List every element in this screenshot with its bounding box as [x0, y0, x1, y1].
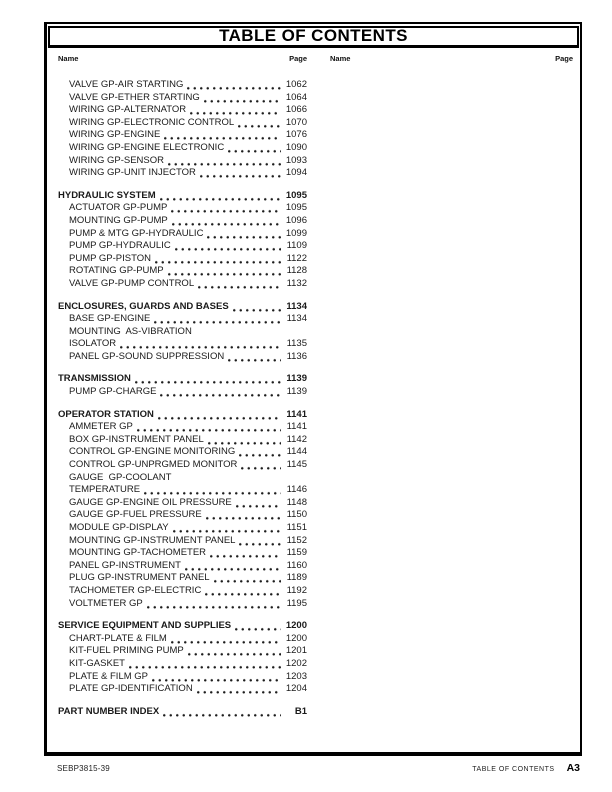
toc-entry-label: HYDRAULIC SYSTEM	[58, 189, 156, 201]
toc-entry-label: BASE GP-ENGINE	[69, 313, 151, 325]
toc-entry-page: 1202	[285, 657, 307, 669]
dot-leader	[194, 326, 304, 339]
toc-entry-label: TEMPERATURE	[69, 484, 141, 496]
toc-entry-page: 1152	[286, 534, 307, 546]
toc-entry-page: 1204	[285, 683, 307, 695]
toc-entry-page: 1122	[286, 252, 307, 264]
toc-row	[58, 671, 307, 684]
toc-row	[58, 547, 307, 560]
toc-entry-page: 1062	[285, 79, 307, 90]
toc-entry-label: WIRING GP-ELECTRONIC CONTROL	[69, 116, 235, 128]
toc-entry-label: KIT-GASKET	[69, 657, 125, 669]
toc-row	[58, 585, 307, 598]
toc-entry-page: 1096	[285, 214, 307, 226]
toc-entry-page: 1136	[286, 350, 307, 362]
toc-entry-page: 1142	[286, 433, 307, 445]
toc-row	[58, 155, 307, 168]
toc-entry-label: PUMP GP-PISTON	[69, 252, 151, 264]
dot-leader	[169, 202, 281, 215]
toc-row	[58, 129, 307, 142]
toc-entry-page: 1132	[286, 277, 307, 289]
dot-leader	[198, 167, 281, 180]
dot-leader	[135, 421, 281, 434]
toc-row	[58, 373, 307, 386]
toc-column-right	[330, 79, 573, 718]
toc-entry-label: VOLTMETER GP	[69, 597, 143, 609]
toc-row	[58, 535, 307, 548]
toc-row	[58, 645, 307, 658]
toc-column-left	[58, 79, 307, 718]
dot-leader	[203, 585, 281, 598]
toc-entry-label: ENCLOSURES, GUARDS AND BASES	[58, 300, 229, 312]
toc-row	[58, 484, 307, 497]
toc-row	[58, 228, 307, 241]
toc-entry-label: SERVICE EQUIPMENT AND SUPPLIES	[58, 620, 232, 632]
dot-leader	[173, 240, 281, 253]
dot-leader	[186, 645, 281, 658]
toc-frame	[44, 22, 582, 756]
toc-row	[58, 633, 307, 646]
toc-entry-page: 1109	[286, 240, 307, 252]
dot-leader	[166, 155, 281, 168]
toc-row	[58, 434, 307, 447]
toc-entry-label: VALVE GP-AIR STARTING	[69, 79, 184, 90]
dot-leader	[156, 409, 281, 422]
toc-entry-label: PUMP GP-HYDRAULIC	[69, 240, 171, 252]
toc-row	[58, 338, 307, 351]
toc-row	[58, 409, 307, 422]
page-title: TABLE OF CONTENTS	[48, 26, 579, 48]
toc-row	[58, 497, 307, 510]
dot-leader	[173, 472, 304, 485]
toc-entry-page: 1134	[286, 313, 307, 325]
column-headers	[47, 48, 580, 63]
dot-leader	[233, 620, 281, 633]
toc-entry-label: ROTATING GP-PUMP	[69, 265, 164, 277]
toc-entry-page: 1141	[286, 421, 307, 433]
toc-entry-label: ACTUATOR GP-PUMP	[69, 202, 168, 214]
toc-row	[58, 142, 307, 155]
toc-entry-label: GAUGE GP-COOLANT	[69, 471, 172, 483]
toc-row	[58, 278, 307, 291]
dot-leader	[150, 671, 281, 684]
toc-entry-page: 1094	[285, 167, 307, 179]
toc-row	[58, 326, 307, 339]
toc-row	[58, 167, 307, 180]
column-header-name-left: Name	[58, 54, 79, 63]
toc-entry-label: WIRING GP-ENGINE	[69, 129, 161, 141]
toc-entry-label: CHART-PLATE & FILM	[69, 632, 167, 644]
toc-section	[58, 620, 307, 696]
toc-entry-page: B1	[294, 705, 307, 717]
toc-entry-label: PART NUMBER INDEX	[58, 705, 160, 717]
toc-entry-label: OPERATOR STATION	[58, 408, 154, 420]
toc-row	[58, 386, 307, 399]
toc-entry-page: 1070	[285, 116, 307, 128]
toc-entry-label: MODULE GP-DISPLAY	[69, 522, 169, 533]
dot-leader	[170, 215, 281, 228]
dot-leader	[145, 598, 281, 611]
toc-row	[58, 459, 307, 472]
toc-section	[58, 301, 307, 364]
toc-entry-page: 1099	[285, 227, 307, 239]
toc-entry-label: GAUGE GP-FUEL PRESSURE	[69, 509, 202, 521]
dot-leader	[171, 522, 281, 535]
toc-entry-label: PLUG GP-INSTRUMENT PANEL	[69, 572, 210, 584]
toc-entry-label: WIRING GP-SENSOR	[69, 154, 165, 166]
toc-entry-label: PUMP & MTG GP-HYDRAULIC	[69, 227, 204, 239]
toc-row	[58, 117, 307, 130]
toc-row	[58, 313, 307, 326]
dot-leader	[118, 338, 281, 351]
dot-leader	[226, 142, 281, 155]
dot-leader	[231, 301, 281, 314]
toc-entry-label: PUMP GP-CHARGE	[69, 386, 157, 398]
toc-entry-page: 1095	[285, 189, 307, 201]
column-header-page-left: Page	[289, 54, 307, 63]
toc-entry-page: 1128	[286, 265, 307, 277]
toc-entry-label: GAUGE GP-ENGINE OIL PRESSURE	[69, 496, 232, 508]
toc-entry-label: TRANSMISSION	[58, 373, 131, 385]
toc-entry-page: 1195	[286, 597, 307, 609]
toc-entry-label: MOUNTING GP-INSTRUMENT PANEL	[69, 534, 236, 546]
toc-entry-page: 1093	[285, 154, 307, 166]
toc-entry-label: MOUNTING GP-PUMP	[69, 214, 168, 226]
dot-leader	[202, 92, 281, 105]
toc-entry-label: MOUNTING AS-VIBRATION	[69, 325, 192, 337]
toc-entry-label: PANEL GP-INSTRUMENT	[69, 559, 181, 571]
dot-leader	[195, 683, 281, 696]
toc-row	[58, 620, 307, 633]
toc-entry-label: VALVE GP-ETHER STARTING	[69, 91, 200, 103]
toc-section	[58, 373, 307, 398]
toc-row	[58, 560, 307, 573]
toc-row	[58, 301, 307, 314]
dot-leader	[183, 560, 281, 573]
toc-row	[58, 421, 307, 434]
toc-entry-page: 1151	[286, 522, 307, 533]
toc-row	[58, 683, 307, 696]
toc-entry-label: KIT-FUEL PRIMING PUMP	[69, 645, 184, 657]
toc-row	[58, 190, 307, 203]
dot-leader	[237, 535, 281, 548]
toc-entry-page: 1134	[286, 300, 307, 312]
dot-leader	[169, 633, 281, 646]
toc-entry-page: 1150	[286, 509, 307, 521]
toc-section	[58, 190, 307, 291]
toc-row	[58, 202, 307, 215]
dot-leader	[212, 572, 281, 585]
toc-entry-label: VALVE GP-PUMP CONTROL	[69, 277, 195, 289]
toc-entry-label: PLATE GP-IDENTIFICATION	[69, 683, 193, 695]
dot-leader	[127, 658, 281, 671]
toc-row	[58, 572, 307, 585]
toc-entry-page: 1148	[286, 496, 307, 508]
toc-entry-label: AMMETER GP	[69, 421, 133, 433]
toc-entry-page: 1159	[286, 547, 307, 559]
toc-entry-page: 1095	[285, 202, 307, 214]
toc-row	[58, 265, 307, 278]
toc-entry-label: PLATE & FILM GP	[69, 670, 149, 682]
toc-row	[58, 104, 307, 117]
dot-leader	[206, 434, 281, 447]
toc-row	[58, 706, 307, 719]
footer-page-label: A3	[566, 762, 580, 774]
toc-entry-page: 1139	[286, 373, 307, 385]
toc-entry-page: 1076	[285, 129, 307, 141]
dot-leader	[152, 313, 281, 326]
page-footer	[57, 762, 580, 774]
dot-leader	[205, 228, 281, 241]
dot-leader	[158, 386, 281, 399]
toc-entry-page: 1139	[286, 386, 307, 398]
toc-entry-page: 1141	[286, 408, 307, 420]
dot-leader	[208, 547, 281, 560]
toc-entry-page: 1200	[285, 632, 307, 644]
dot-leader	[239, 459, 281, 472]
dot-leader	[158, 190, 281, 203]
toc-entry-label: WIRING GP-ALTERNATOR	[69, 104, 187, 116]
toc-row	[58, 79, 307, 92]
toc-entry-page: 1090	[285, 141, 307, 153]
toc-entry-page: 1200	[285, 620, 307, 632]
footer-right	[472, 762, 580, 774]
toc-entry-page: 1146	[286, 484, 307, 496]
toc-row	[58, 351, 307, 364]
dot-leader	[226, 351, 281, 364]
toc-row	[58, 92, 307, 105]
toc-body	[47, 63, 580, 718]
toc-entry-page: 1145	[286, 459, 307, 471]
dot-leader	[237, 446, 281, 459]
column-header-name-right: Name	[330, 54, 351, 63]
toc-entry-label: PANEL GP-SOUND SUPPRESSION	[69, 350, 225, 362]
toc-entry-label: WIRING GP-ENGINE ELECTRONIC	[69, 141, 225, 153]
toc-entry-label: MOUNTING GP-TACHOMETER	[69, 547, 207, 559]
toc-entry-label: CONTROL GP-UNPRGMED MONITOR	[69, 459, 238, 471]
toc-entry-page: 1066	[285, 104, 307, 116]
toc-row	[58, 215, 307, 228]
toc-entry-label: CONTROL GP-ENGINE MONITORING	[69, 446, 236, 458]
toc-row	[58, 509, 307, 522]
dot-leader	[142, 484, 281, 497]
toc-entry-label: ISOLATOR	[69, 338, 117, 350]
toc-row	[58, 522, 307, 535]
dot-leader	[188, 104, 281, 117]
toc-entry-page: 1135	[286, 338, 307, 350]
toc-row	[58, 598, 307, 611]
toc-entry-page: 1201	[285, 645, 307, 657]
column-header-page-right: Page	[555, 54, 573, 63]
dot-leader	[166, 265, 281, 278]
toc-section	[58, 706, 307, 719]
dot-leader	[234, 497, 281, 510]
toc-row	[58, 240, 307, 253]
dot-leader	[196, 278, 281, 291]
dot-leader	[162, 129, 281, 142]
toc-entry-page: 1144	[286, 446, 307, 458]
dot-leader	[185, 79, 281, 92]
toc-entry-page: 1203	[285, 670, 307, 682]
toc-entry-label: WIRING GP-UNIT INJECTOR	[69, 167, 196, 179]
doc-number: SEBP3815-39	[57, 764, 110, 773]
dot-leader	[236, 117, 281, 130]
toc-row	[58, 658, 307, 671]
toc-entry-page: 1160	[286, 559, 307, 571]
dot-leader	[161, 706, 281, 719]
toc-entry-page: 1064	[285, 91, 307, 103]
toc-entry-page: 1189	[286, 572, 307, 584]
toc-entry-page: 1192	[286, 584, 307, 596]
dot-leader	[133, 373, 281, 386]
toc-row	[58, 472, 307, 485]
footer-title: TABLE OF CONTENTS	[472, 766, 555, 773]
toc-row	[58, 446, 307, 459]
toc-section	[58, 409, 307, 611]
dot-leader	[153, 253, 281, 266]
toc-section	[58, 79, 307, 180]
toc-entry-label: TACHOMETER GP-ELECTRIC	[69, 584, 202, 596]
toc-row	[58, 253, 307, 266]
toc-entry-label: BOX GP-INSTRUMENT PANEL	[69, 433, 204, 445]
dot-leader	[204, 509, 281, 522]
